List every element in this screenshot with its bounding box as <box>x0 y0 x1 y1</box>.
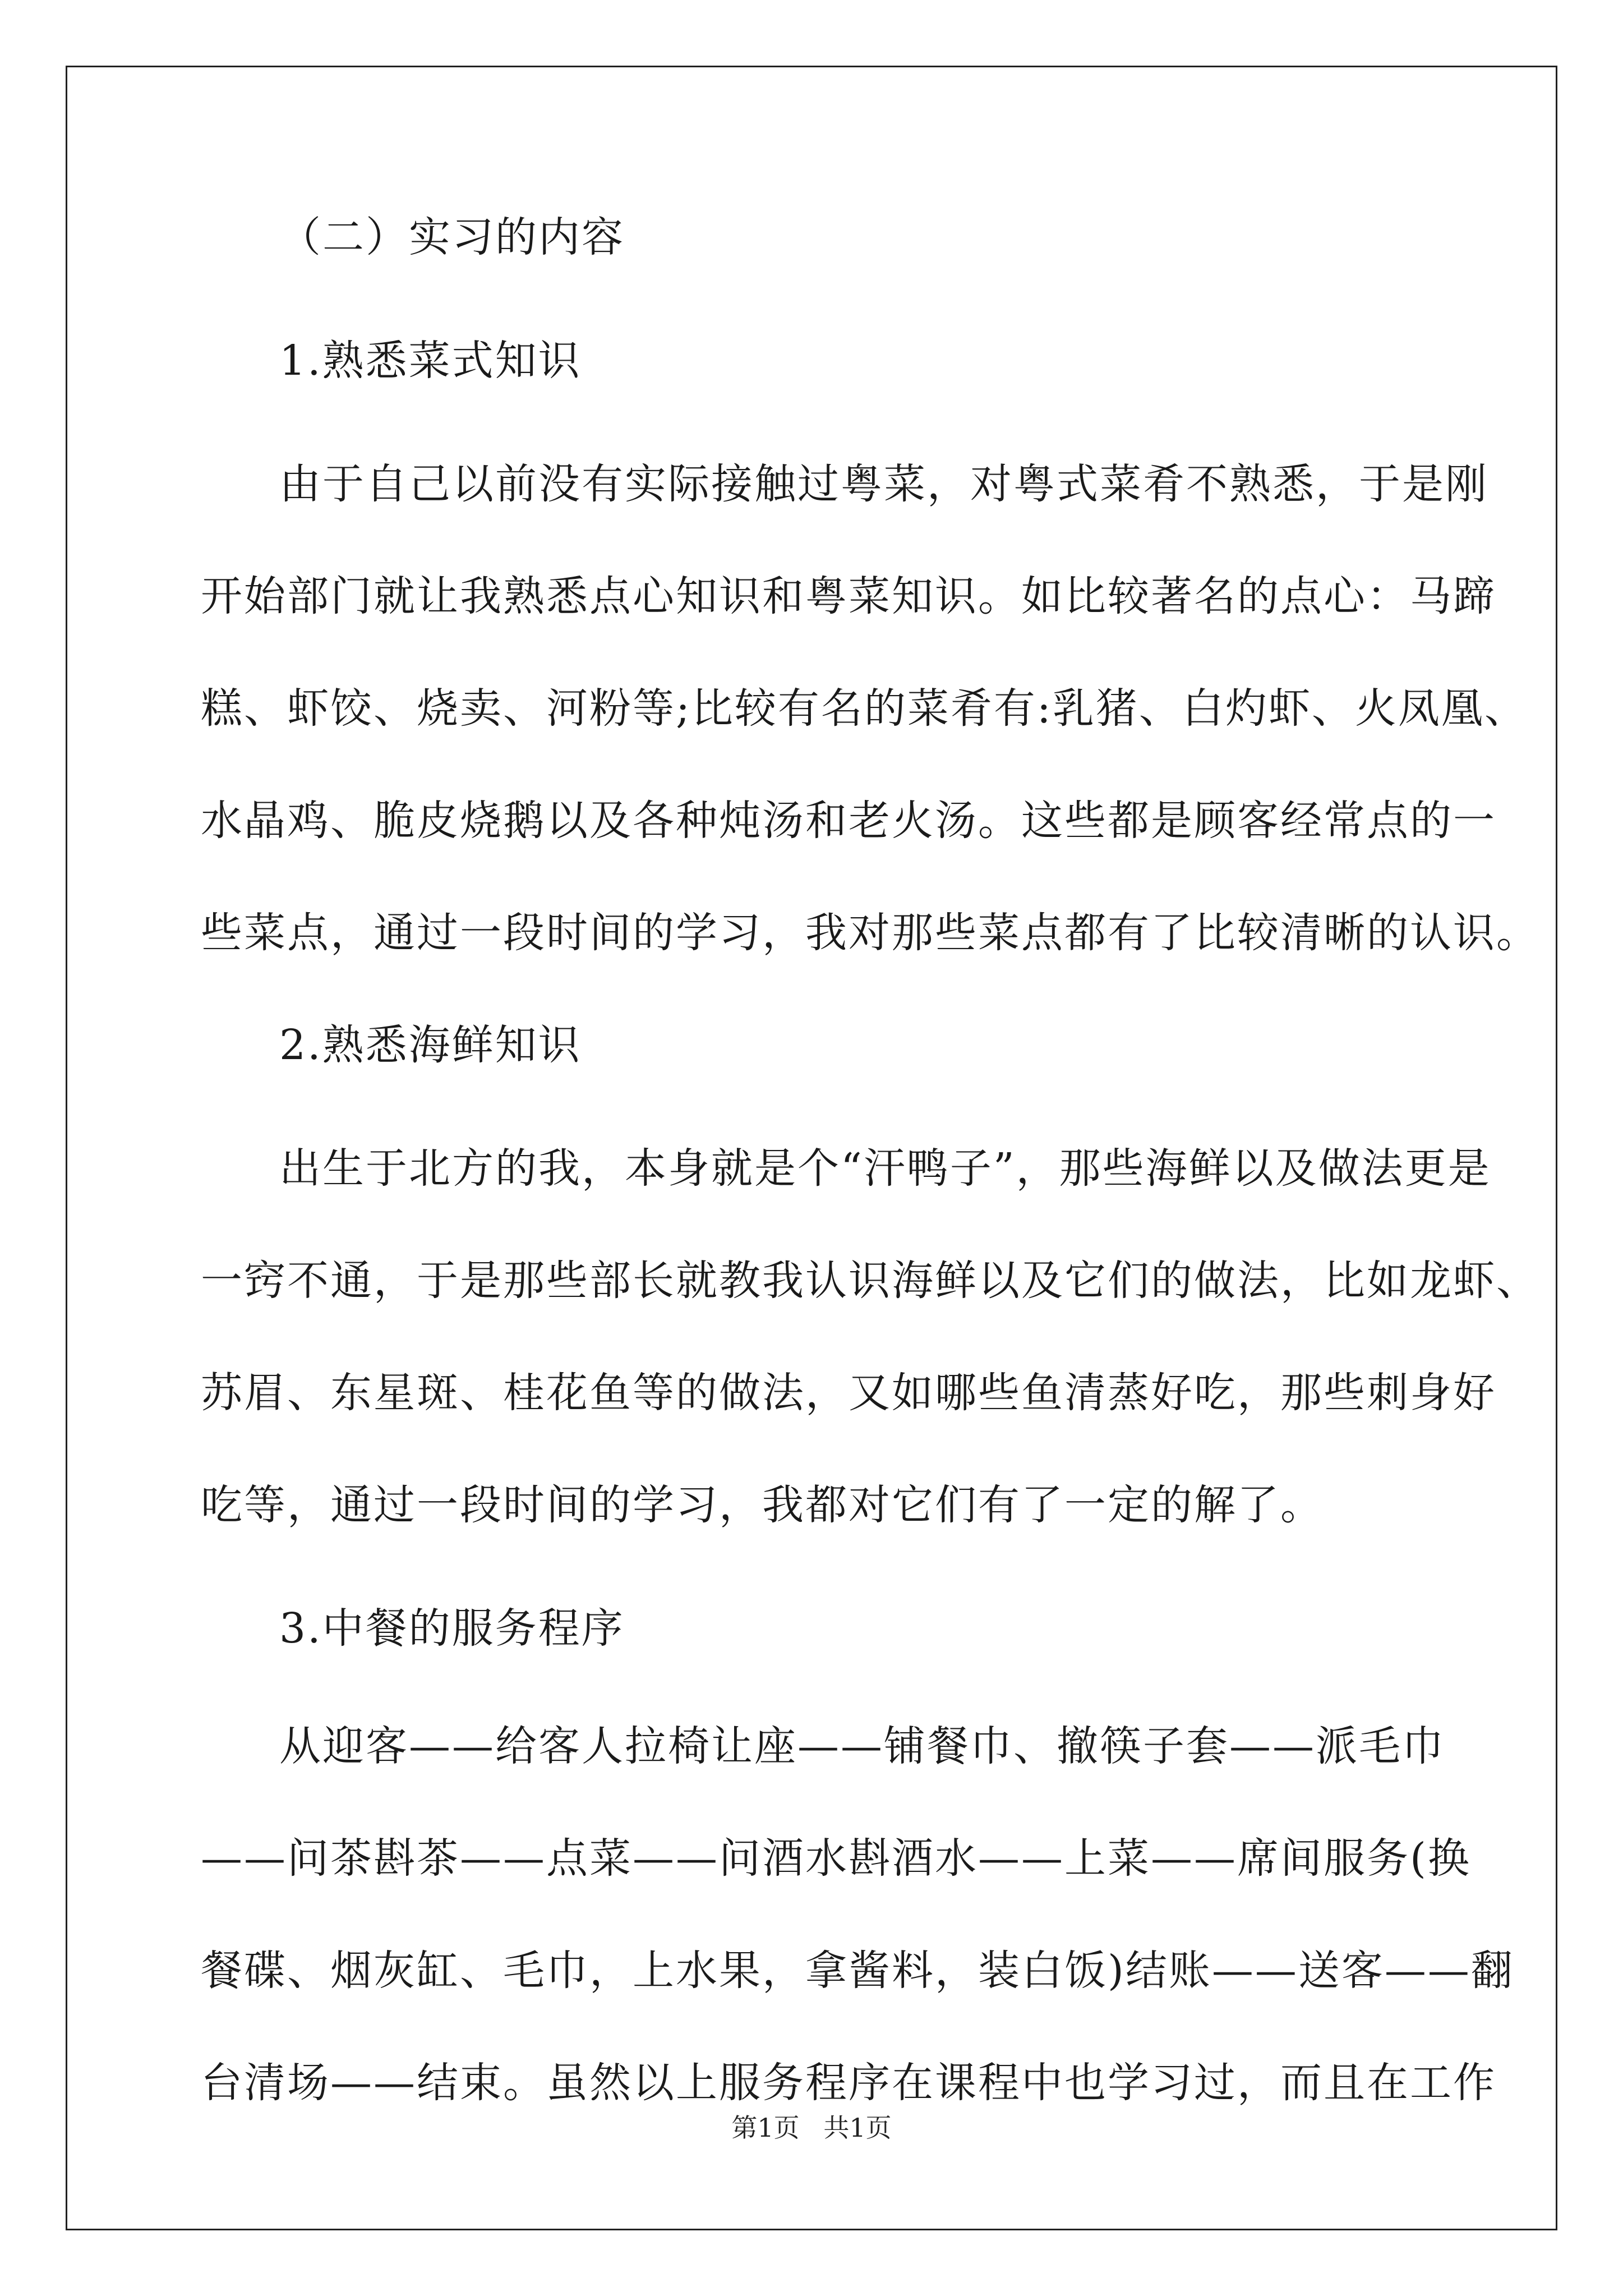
paragraph-line: 从迎客——给客人拉椅让座——铺餐巾、撤筷子套——派毛巾 <box>279 1722 1445 1770</box>
section-heading: （二）实习的内容 <box>279 213 625 261</box>
section-1-title: 1.熟悉菜式知识 <box>279 337 582 385</box>
paragraph-line: 餐碟、烟灰缸、毛巾，上水果，拿酱料，装白饭)结账——送客——翻 <box>201 1947 1514 1995</box>
page-footer <box>0 2114 1623 2142</box>
paragraph-line: 由于自己以前没有实际接触过粤菜，对粤式菜肴不熟悉，于是刚 <box>279 460 1488 508</box>
paragraph-line: 水晶鸡、脆皮烧鹅以及各种炖汤和老火汤。这些都是顾客经常点的一 <box>201 797 1496 845</box>
paragraph-line: ——问茶斟茶——点菜——问酒水斟酒水——上菜——席间服务(换 <box>201 1834 1471 1883</box>
paragraph-line: 出生于北方的我，本身就是个“汗鸭子”，那些海鲜以及做法更是 <box>279 1144 1491 1193</box>
section-2-title: 2.熟悉海鲜知识 <box>279 1021 582 1069</box>
paragraph-line: 开始部门就让我熟悉点心知识和粤菜知识。如比较著名的点心：马蹄 <box>201 572 1496 620</box>
section-3-title: 3.中餐的服务程序 <box>279 1604 625 1653</box>
paragraph-line: 糕、虾饺、烧卖、河粉等;比较有名的菜肴有:乳猪、白灼虾、火凤凰、 <box>201 684 1528 733</box>
paragraph-line: 些菜点，通过一段时间的学习，我对那些菜点都有了比较清晰的认识。 <box>201 909 1539 957</box>
page-number: 第1页 <box>731 2113 800 2143</box>
paragraph-line: 一窍不通，于是那些部长就教我认识海鲜以及它们的做法，比如龙虾、 <box>201 1257 1539 1305</box>
paragraph-line: 吃等，通过一段时间的学习，我都对它们有了一定的解了。 <box>201 1481 1324 1529</box>
paragraph-line: 苏眉、东星斑、桂花鱼等的做法，又如哪些鱼清蒸好吃，那些刺身好 <box>201 1369 1496 1417</box>
paragraph-line: 台清场——结束。虽然以上服务程序在课程中也学习过，而且在工作 <box>201 2059 1496 2107</box>
page-total: 共1页 <box>823 2113 892 2143</box>
